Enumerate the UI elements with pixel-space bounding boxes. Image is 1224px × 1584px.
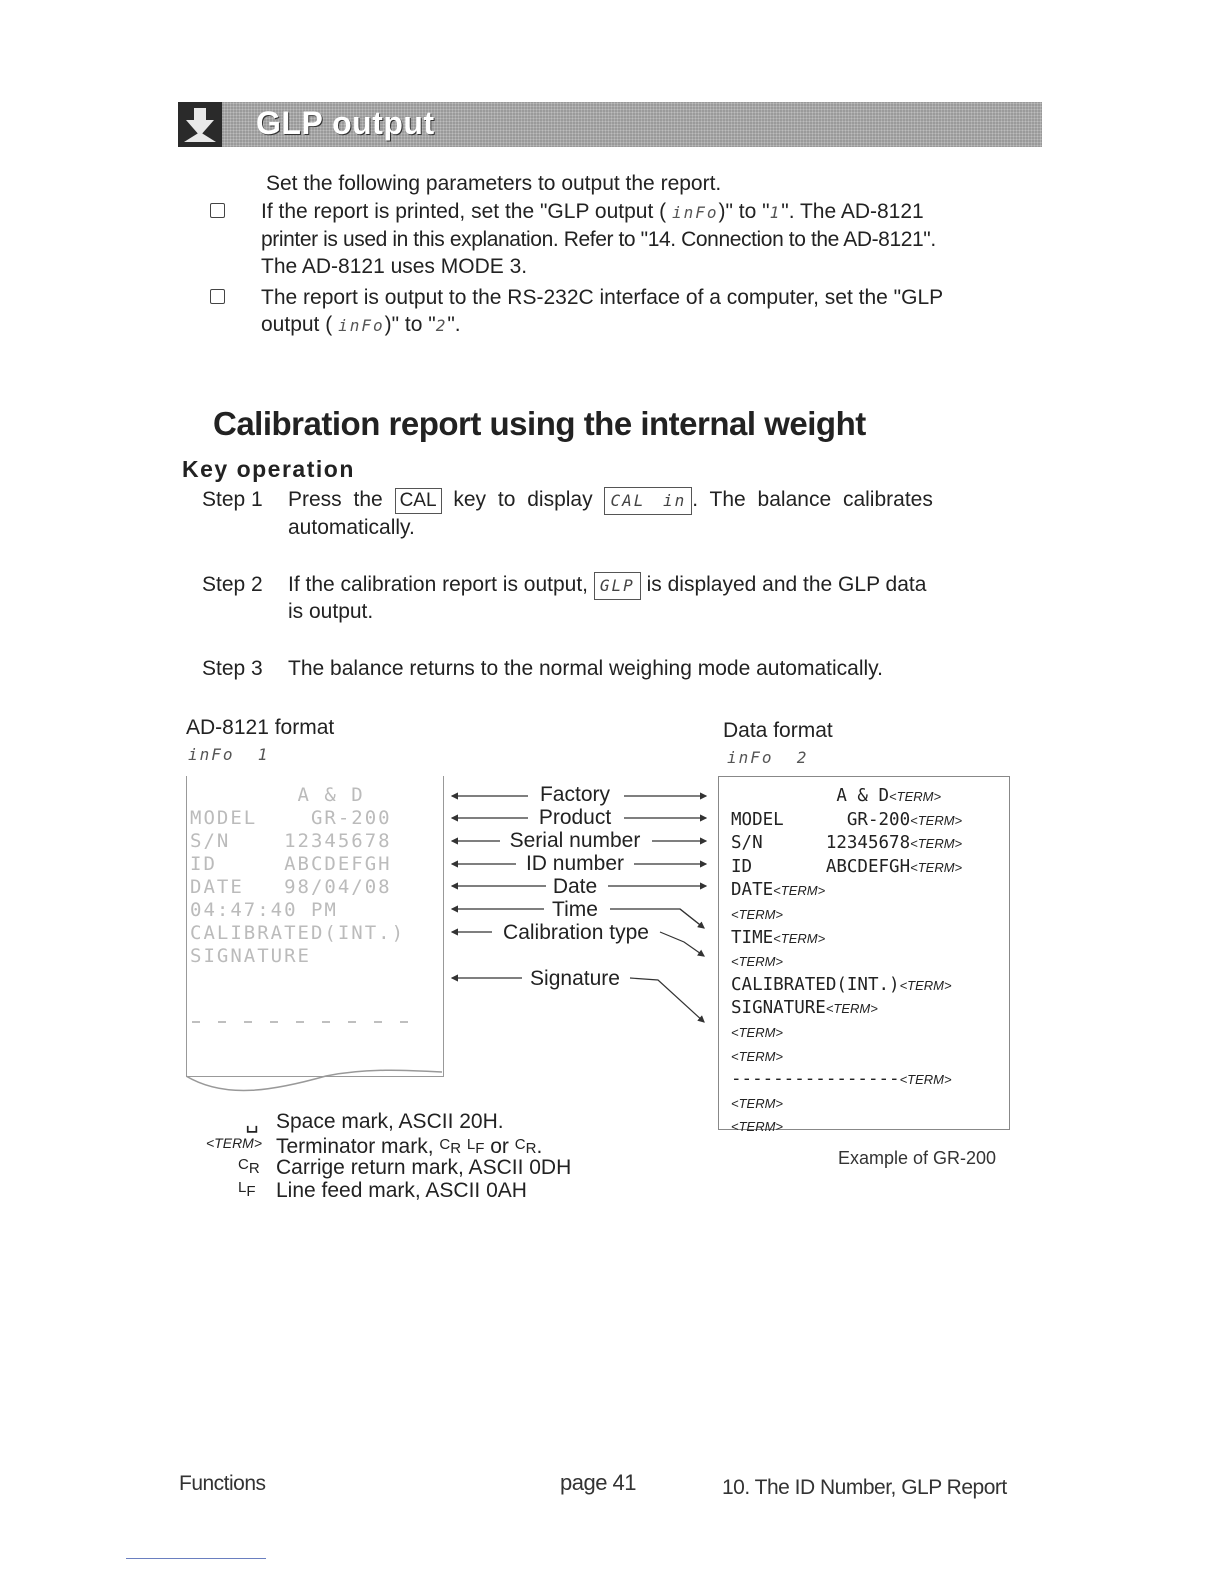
ad8121-format-code: inFo 1 bbox=[188, 745, 270, 764]
printout-line: DATE 98/04/08 bbox=[190, 876, 392, 898]
cr-mark: CR bbox=[238, 1156, 260, 1177]
section-title: Calibration report using the internal weight bbox=[213, 405, 866, 442]
checkbox-icon bbox=[210, 289, 225, 304]
step2-label: Step 2 bbox=[202, 573, 263, 596]
printout-line: 04:47:40 PM bbox=[190, 899, 338, 921]
data-line: <TERM> bbox=[731, 954, 784, 970]
printout-line: MODEL GR-200 bbox=[190, 807, 392, 829]
label-signature: Signature bbox=[530, 967, 620, 990]
label-serial-number: Serial number bbox=[509, 829, 641, 852]
download-arrow-icon bbox=[178, 102, 222, 147]
display-cal: CAL in bbox=[604, 487, 692, 515]
paper-tear-decoration bbox=[186, 1010, 446, 1100]
cal-key: CAL bbox=[395, 488, 442, 514]
data-line: <TERM> bbox=[731, 1119, 784, 1135]
page-number: page 41 bbox=[560, 1470, 637, 1495]
step1-text: Press the CAL key to display CAL in . The balance calibrates bbox=[288, 486, 933, 515]
printout-line: S/N 12345678 bbox=[190, 830, 392, 852]
bottom-rule bbox=[126, 1558, 266, 1559]
step3-label: Step 3 bbox=[202, 657, 263, 680]
ad8121-format-title: AD-8121 format bbox=[186, 716, 335, 739]
data-line: MODEL GR-200<TERM> bbox=[731, 809, 963, 830]
bullet1-line3: The AD-8121 uses MODE 3. bbox=[261, 255, 528, 278]
info-code: inFo bbox=[671, 203, 719, 222]
bullet2-line2: output ( inFo)" to "2". bbox=[261, 313, 461, 336]
checkbox-icon bbox=[210, 203, 225, 218]
step1-label: Step 1 bbox=[202, 488, 263, 511]
label-date: Date bbox=[552, 875, 598, 898]
data-line: <TERM> bbox=[731, 1095, 784, 1111]
step3-text: The balance returns to the normal weighing mode automatically. bbox=[288, 657, 883, 680]
data-lines bbox=[731, 785, 962, 1139]
data-line: CALIBRATED(INT.)<TERM> bbox=[731, 974, 952, 995]
printout-line: ID ABCDEFGH bbox=[190, 853, 392, 875]
data-line: ----------------<TERM> bbox=[731, 1069, 952, 1090]
term-mark: <TERM> bbox=[206, 1135, 263, 1151]
label-product: Product bbox=[538, 806, 612, 829]
label-calibration-type: Calibration type bbox=[503, 921, 649, 944]
data-line: <TERM> bbox=[731, 1048, 784, 1064]
legend-space: Space mark, ASCII 20H. bbox=[276, 1110, 504, 1133]
legend-lf: Line feed mark, ASCII 0AH bbox=[276, 1179, 527, 1202]
step2-text: If the calibration report is output, GLP is displayed and the GLP data bbox=[288, 571, 926, 600]
label-time: Time bbox=[552, 898, 598, 921]
printout-lines bbox=[190, 784, 405, 968]
data-line: <TERM> bbox=[731, 1024, 784, 1040]
data-line: DATE<TERM> bbox=[731, 880, 826, 901]
legend-cr: Carrige return mark, ASCII 0DH bbox=[276, 1156, 572, 1179]
page-title: GLP output bbox=[256, 105, 435, 141]
data-line: SIGNATURE<TERM> bbox=[731, 998, 878, 1019]
step1-text2: automatically. bbox=[288, 516, 415, 539]
bullet1-line1: If the report is printed, set the "GLP output ( inFo)" to "1". The AD-8121 bbox=[261, 200, 924, 223]
printout-line: A & D bbox=[190, 784, 365, 806]
data-line: TIME<TERM> bbox=[731, 927, 826, 948]
bullet1-line2: printer is used in this explanation. Refer to "14. Connection to the AD-8121". bbox=[261, 228, 936, 251]
legend-term: Terminator mark, CR LF or CR. bbox=[276, 1135, 543, 1158]
space-mark-icon: ␣ bbox=[245, 1110, 259, 1133]
footer-right: 10. The ID Number, GLP Report bbox=[722, 1476, 1007, 1499]
data-line: <TERM> bbox=[731, 906, 784, 922]
data-line: A & D<TERM> bbox=[731, 786, 942, 806]
data-line: ID ABCDEFGH<TERM> bbox=[731, 856, 963, 877]
step2-text2: is output. bbox=[288, 600, 374, 623]
bullet2-line1: The report is output to the RS-232C interface of a computer, set the "GLP bbox=[261, 286, 944, 309]
printout-line: SIGNATURE bbox=[190, 945, 311, 967]
lf-mark: LF bbox=[238, 1179, 256, 1200]
printout-line: CALIBRATED(INT.) bbox=[190, 922, 406, 944]
label-id-number: ID number bbox=[525, 852, 625, 875]
intro-line: Set the following parameters to output the report. bbox=[266, 172, 722, 195]
footer-left: Functions bbox=[179, 1472, 266, 1495]
data-format-code: inFo 2 bbox=[727, 748, 809, 767]
subsection-title: Key operation bbox=[182, 456, 355, 482]
example-caption: Example of GR-200 bbox=[838, 1148, 997, 1168]
label-factory: Factory bbox=[539, 783, 610, 806]
data-line: S/N 12345678<TERM> bbox=[731, 833, 963, 854]
data-format-title: Data format bbox=[723, 719, 833, 742]
display-glp: GLP bbox=[594, 572, 641, 600]
